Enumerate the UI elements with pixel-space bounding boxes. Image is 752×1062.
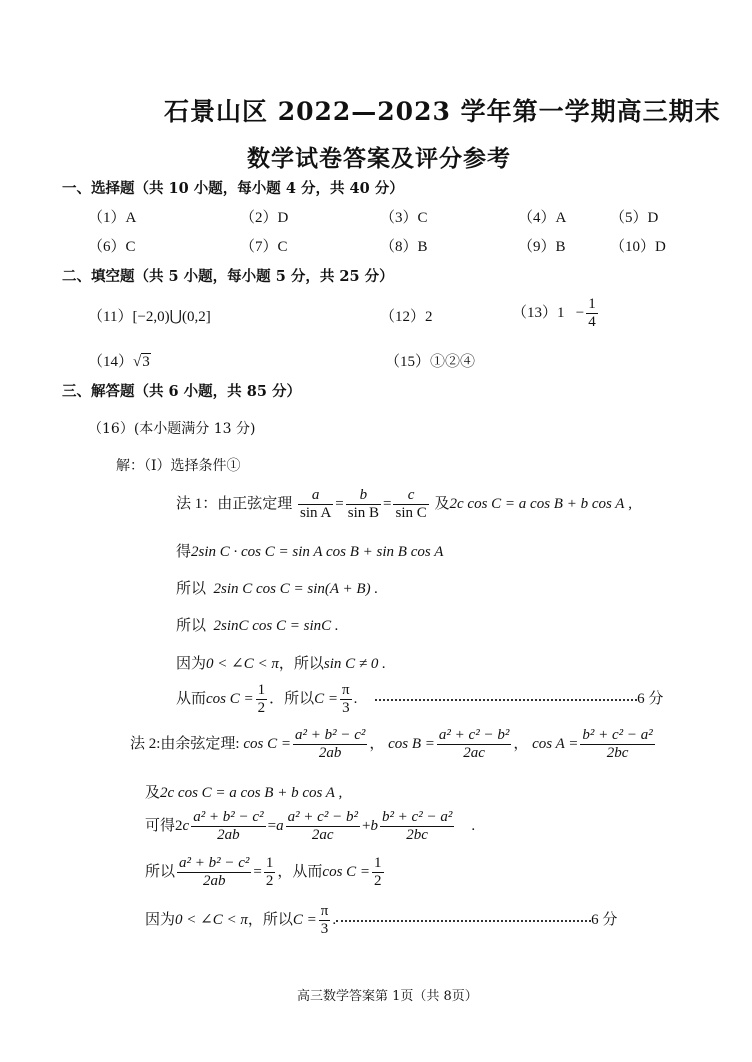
derivation-line: 所以 2sin C cos C = sin(A + B) . — [176, 581, 379, 597]
section-1-heading: 一、选择题（共 10 小题，每小题 4 分，共 40 分） — [62, 180, 404, 197]
document-subtitle: 数学试卷答案及评分参考 — [247, 145, 511, 172]
section-2-heading: 二、填空题（共 5 小题，每小题 5 分，共 25 分） — [62, 268, 394, 285]
score-label: 6 分 — [591, 912, 618, 929]
method-2-line: 法 2:由余弦定理: cos C = $\frac{\text{a² + b² − c²}}{2ab}$ ， cos B = $\frac{\text{a² + c² − b²}}{2ac}$ ， cos A = $\frac{\text{b² + c² − a²}}{2bc}$ — [130, 727, 653, 762]
derivation-line: 及2c cos C = a cos B + b cos A , — [145, 785, 343, 801]
question-16-title: （16）(本小题满分 13 分) — [88, 421, 256, 437]
answer-item: （8）B — [380, 239, 428, 255]
answer-item: （7）C — [240, 239, 288, 255]
answer-item: （4）A — [518, 210, 567, 226]
method-1-line: 法 1：由正弦定理 $\frac{a}{\text{sin A}}$ = $\frac{b}{\text{sin B}}$ = $\frac{c}{\text{sin C}}$ 及2c cos C = a cos B + b cos A , — [176, 487, 632, 522]
derivation-line: 所以 2sinC cos C = sinC . — [176, 618, 339, 634]
score-label: 6 分 — [637, 691, 664, 708]
answer-item: （2）D — [240, 210, 289, 226]
answer-item: （10）D — [610, 239, 666, 255]
fill-answer-12: （12）2 — [380, 309, 433, 325]
derivation-line: 可得2c $\frac{\text{a² + b² − c²}}{2ab} =a$ $\frac{\text{a² + c² − b²}}{2ac} +b$ $\frac{\text{b² + c² − a²}}{2bc}$ . — [145, 809, 476, 844]
answer-item: （5）D — [610, 210, 659, 226]
derivation-line: 所以 $\frac{\text{a² + b² − c²}}{2ab}$ = $\frac{1}{2}$ ，从而cos C = $\frac{1}{2}$ — [145, 855, 382, 890]
fill-answer-15: （15）①②④ — [385, 354, 476, 370]
fill-answer-14: （14）√3 — [88, 354, 150, 370]
derivation-line: 得2sin C · cos C = sin A cos B + sin B cos A — [176, 544, 444, 560]
answer-item: （9）B — [518, 239, 566, 255]
section-3-heading: 三、解答题（共 6 小题，共 85 分） — [62, 383, 301, 400]
answer-item: （1）A — [88, 210, 137, 226]
answer-item: （3）C — [380, 210, 428, 226]
page-footer: 高三数学答案第 1页（共 8页） — [297, 989, 478, 1004]
document-title: 石景山区 2022—2023 学年第一学期高三期末 — [164, 97, 721, 126]
result-line-method-2: 因为0 < ∠C < π，所以C = $\frac{\pi}{3}$ . 6 分 — [145, 903, 618, 938]
solution-intro: 解：（Ⅰ）选择条件① — [116, 458, 241, 474]
fill-answer-11: （11）[−2,0)⋃(0,2] — [88, 309, 211, 325]
result-line-method-1: 从而cos C = $\frac{1}{2}$ ．所以C = $\frac{\pi}{3}$ . 6 分 — [176, 682, 664, 717]
fill-answer-13: （13）1 − $\frac{1}{4}$ — [512, 296, 596, 331]
derivation-line: 因为0 < ∠C < π，所以sin C ≠ 0 . — [176, 656, 386, 672]
answer-item: （6）C — [88, 239, 136, 255]
